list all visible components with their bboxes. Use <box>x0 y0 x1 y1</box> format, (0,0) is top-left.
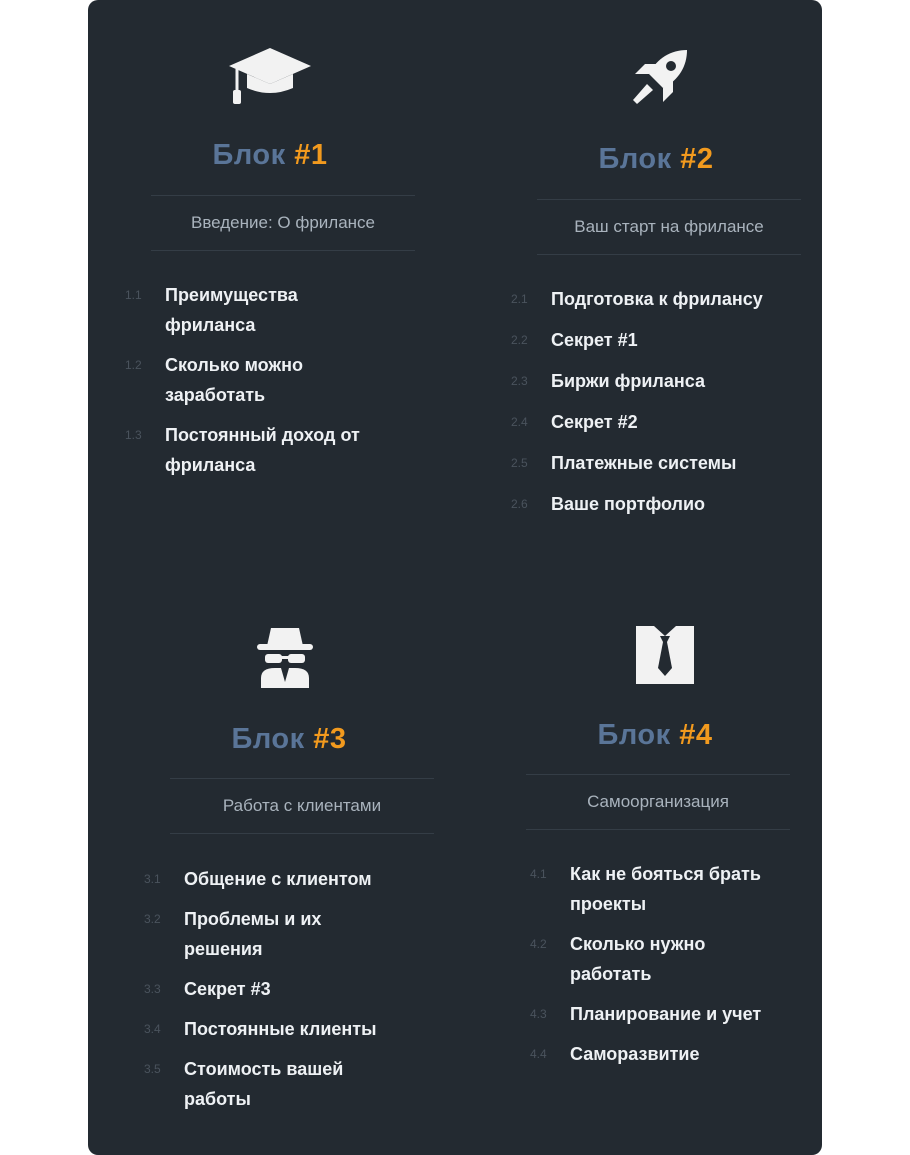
graduation-cap-icon <box>225 44 315 108</box>
course-program-panel <box>88 0 822 1155</box>
lesson-title: Секрет #2 <box>551 412 638 432</box>
lesson-item[interactable] <box>125 280 425 340</box>
lesson-number: 2.5 <box>511 456 528 470</box>
lesson-number: 2.4 <box>511 415 528 429</box>
block-number: #4 <box>679 719 713 751</box>
lesson-title: Проблемы и их решения <box>184 909 322 959</box>
block-subtitle: Самоорганизация <box>526 774 790 830</box>
lesson-title: Сколько можно заработать <box>165 355 304 405</box>
lesson-list <box>125 280 425 490</box>
lesson-title: Преимущества фриланса <box>165 285 298 335</box>
lesson-number: 2.6 <box>511 497 528 511</box>
lesson-title: Как не бояться брать проекты <box>570 864 761 914</box>
lesson-item[interactable] <box>530 1039 822 1069</box>
lesson-number: 4.3 <box>530 1007 547 1021</box>
lesson-list <box>511 284 811 519</box>
block-title <box>144 722 434 756</box>
lesson-title: Сколько нужно работать <box>570 934 706 984</box>
lesson-title: Саморазвитие <box>570 1044 700 1064</box>
lesson-title: Платежные системы <box>551 453 737 473</box>
lesson-item[interactable] <box>511 407 811 437</box>
lesson-number: 1.3 <box>125 428 142 442</box>
lesson-title: Ваше портфолио <box>551 494 706 514</box>
block-number: #3 <box>313 723 347 755</box>
block-title <box>510 718 800 752</box>
rocket-icon <box>627 46 693 110</box>
lesson-number: 1.2 <box>125 358 142 372</box>
lesson-item[interactable] <box>144 904 444 964</box>
lesson-item[interactable] <box>530 929 822 989</box>
block-title-word: Блок <box>598 143 672 175</box>
spy-icon <box>253 622 317 692</box>
lesson-number: 3.5 <box>144 1062 161 1076</box>
lesson-number: 1.1 <box>125 288 142 302</box>
lesson-item[interactable] <box>144 974 444 1004</box>
block-2 <box>511 0 801 540</box>
lesson-number: 2.2 <box>511 333 528 347</box>
lesson-item[interactable] <box>511 489 811 519</box>
lesson-item[interactable] <box>144 1054 444 1114</box>
lesson-title: Планирование и учет <box>570 1004 762 1024</box>
lesson-item[interactable] <box>144 1014 444 1044</box>
lesson-title: Постоянный доход от фриланса <box>165 425 360 475</box>
lesson-number: 4.4 <box>530 1047 547 1061</box>
lesson-number: 2.1 <box>511 292 528 306</box>
block-title-word: Блок <box>231 723 305 755</box>
block-subtitle: Ваш старт на фрилансе <box>537 199 801 255</box>
lesson-list <box>144 864 444 1114</box>
block-4 <box>530 600 820 1100</box>
block-number: #2 <box>680 143 714 175</box>
lesson-number: 3.4 <box>144 1022 161 1036</box>
lesson-title: Подготовка к фрилансу <box>551 289 763 309</box>
block-title <box>125 138 415 172</box>
block-title-word: Блок <box>212 139 286 171</box>
lesson-title: Постоянные клиенты <box>184 1019 377 1039</box>
lesson-title: Стоимость вашей работы <box>184 1059 344 1109</box>
block-subtitle: Введение: О фрилансе <box>151 195 415 251</box>
block-title <box>511 142 801 176</box>
lesson-item[interactable] <box>530 859 822 919</box>
lesson-title: Биржи фриланса <box>551 371 705 391</box>
necktie-icon <box>634 624 696 686</box>
lesson-item[interactable] <box>511 366 811 396</box>
lesson-item[interactable] <box>125 350 425 410</box>
block-number: #1 <box>294 139 328 171</box>
lesson-item[interactable] <box>511 448 811 478</box>
block-subtitle: Работа с клиентами <box>170 778 434 834</box>
lesson-number: 4.2 <box>530 937 547 951</box>
lesson-item[interactable] <box>511 325 811 355</box>
lesson-number: 4.1 <box>530 867 547 881</box>
lesson-item[interactable] <box>144 864 444 894</box>
lesson-number: 3.2 <box>144 912 161 926</box>
block-1 <box>125 0 415 500</box>
lesson-number: 3.1 <box>144 872 161 886</box>
block-3 <box>144 600 434 1120</box>
lesson-title: Общение с клиентом <box>184 869 372 889</box>
lesson-item[interactable] <box>511 284 811 314</box>
lesson-title: Секрет #1 <box>551 330 638 350</box>
lesson-list <box>530 859 822 1069</box>
lesson-title: Секрет #3 <box>184 979 271 999</box>
lesson-item[interactable] <box>125 420 425 480</box>
lesson-number: 3.3 <box>144 982 161 996</box>
lesson-item[interactable] <box>530 999 822 1029</box>
block-title-word: Блок <box>597 719 671 751</box>
lesson-number: 2.3 <box>511 374 528 388</box>
